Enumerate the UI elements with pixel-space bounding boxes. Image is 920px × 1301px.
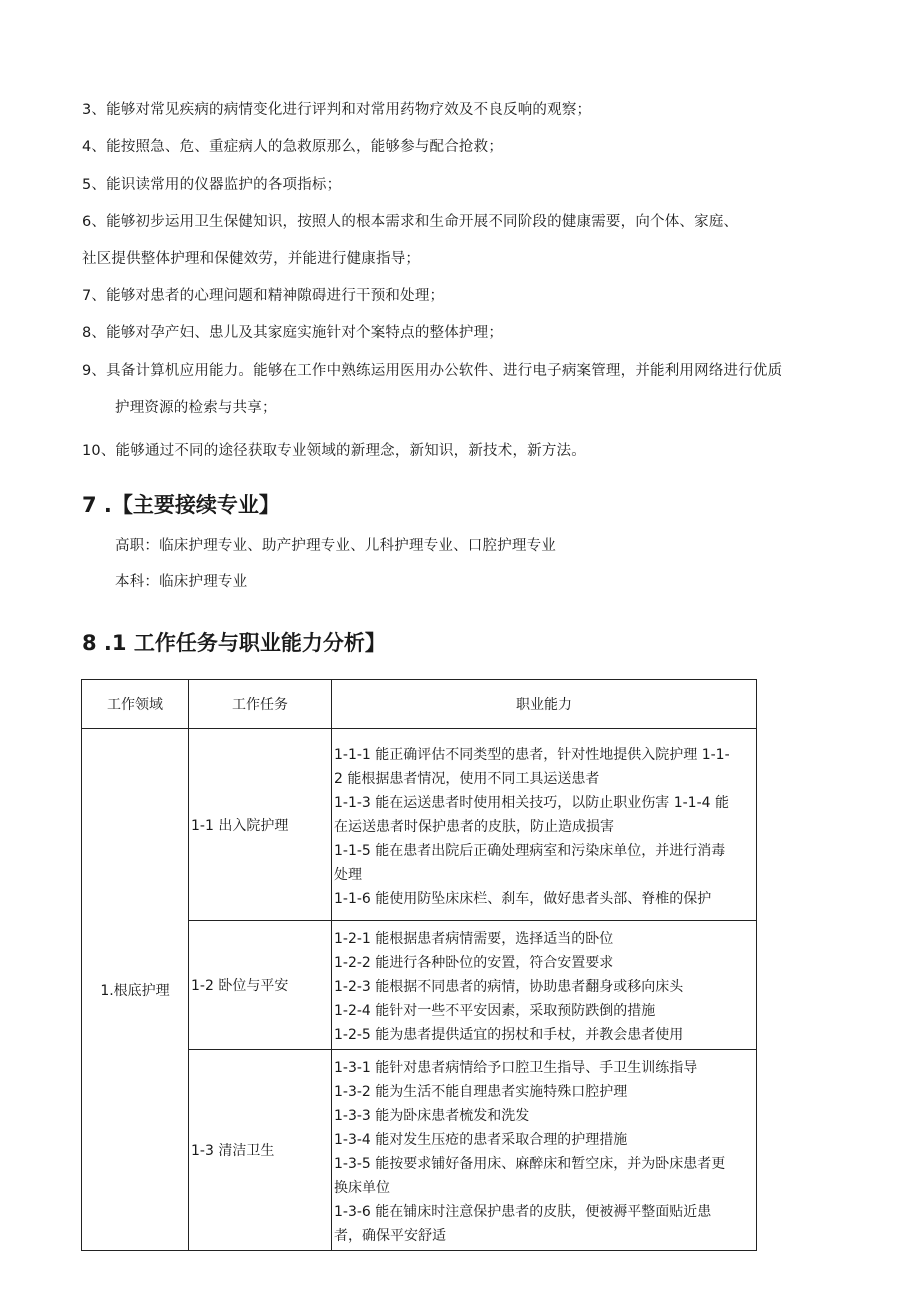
ability-line: 1-2-1 能根据患者病情需要，选择适当的卧位 [334, 931, 614, 947]
table-header-row [82, 680, 757, 729]
list-item: 8、能够对孕产妇、患儿及其家庭实施针对个案特点的整体护理； [82, 325, 504, 341]
task-cell: 1-2 卧位与平安 [189, 921, 332, 1050]
competency-table [81, 679, 757, 1251]
ability-line: 1-2-3 能根据不同患者的病情，协助患者翻身或移向床头 [334, 979, 684, 995]
list-item: 7、能够对患者的心理问题和精神隙碍进行干预和处理； [82, 288, 445, 304]
ability-cell [332, 921, 757, 1050]
work-domain-cell: 1.根底护理 [82, 729, 189, 1251]
ability-line: 1-1-1 能正确评估不同类型的患者，针对性地提供入院护理 1-1- [334, 746, 730, 763]
ability-line: 2 能根据患者情况，使用不同工具运送患者 [334, 770, 600, 787]
continuation-benke: 本科：临床护理专业 [115, 574, 248, 590]
ability-line: 1-3-3 能为卧床患者梳发和洗发 [334, 1108, 530, 1124]
header-work-task: 工作任务 [189, 680, 332, 729]
list-item-continuation: 护理资源的检索与共享； [115, 400, 277, 416]
list-item: 9、具备计算机应用能力。能够在工作中熟练运用医用办公软件、进行电子病案管理，并能利用网络进行优质 [82, 363, 783, 379]
header-work-domain: 工作领域 [82, 680, 189, 729]
ability-line: 1-2-5 能为患者提供适宜的拐杖和手杖，并教会患者使用 [334, 1027, 684, 1043]
ability-line: 1-1-3 能在运送患者时使用相关技巧，以防止职业伤害 1-1-4 能 [334, 794, 729, 811]
ability-line: 1-3-2 能为生活不能自理患者实施特殊口腔护理 [334, 1084, 628, 1100]
list-item: 3、能够对常见疾病的病情变化进行评判和对常用药物疗效及不良反响的观察； [82, 102, 592, 118]
ability-line: 1-3-5 能按要求铺好备用床、麻醉床和暂空床，并为卧床患者更 [334, 1156, 726, 1172]
list-item: 4、能按照急、危、重症病人的急救原那么，能够参与配合抢救； [82, 139, 504, 155]
list-item: 6、能够初步运用卫生保健知识，按照人的根本需求和生命开展不同阶段的健康需要，向个体、家庭、 [82, 214, 739, 230]
ability-line: 1-1-5 能在患者出院后正确处理病室和污染床单位，并进行消毒 [334, 842, 726, 859]
ability-line: 1-3-1 能针对患者病情给予口腔卫生指导、手卫生训练指导 [334, 1060, 698, 1076]
ability-cell [332, 1050, 757, 1251]
ability-line: 1-2-2 能进行各种卧位的安置，符合安置要求 [334, 955, 614, 971]
ability-line: 1-1-6 能使用防坠床床栏、刹车，做好患者头部、脊椎的保护 [334, 890, 712, 907]
ability-line: 者，确保平安舒适 [334, 1228, 446, 1244]
ability-line: 处理 [334, 866, 362, 883]
ability-line: 1-2-4 能针对一些不平安因素，采取预防跌倒的措施 [334, 1003, 656, 1019]
ability-line: 1-3-4 能对发生压疮的患者采取合理的护理措施 [334, 1132, 628, 1148]
table-row [82, 729, 757, 921]
continuation-gaozhi: 高职：临床护理专业、助产护理专业、儿科护理专业、口腔护理专业 [115, 538, 556, 554]
list-item-continuation: 社区提供整体护理和保健效劳，并能进行健康指导； [82, 251, 421, 267]
ability-line: 在运送患者时保护患者的皮肤，防止造成损害 [334, 818, 614, 835]
list-item: 5、能识读常用的仪器监护的各项指标； [82, 177, 342, 193]
ability-line: 换床单位 [334, 1180, 390, 1196]
ability-cell [332, 729, 757, 921]
list-item: 10、能够通过不同的途径获取专业领域的新理念，新知识，新技术，新方法。 [82, 443, 586, 459]
task-cell: 1-3 清洁卫生 [189, 1050, 332, 1251]
section-7-heading: 7 .【主要接续专业】 [82, 493, 280, 517]
ability-line: 1-3-6 能在铺床时注意保护患者的皮肤，便被褥平整面贴近患 [334, 1204, 712, 1220]
header-professional-ability: 职业能力 [332, 680, 757, 729]
section-8-heading: 8 .1 工作任务与职业能力分析】 [82, 631, 386, 655]
task-cell: 1-1 出入院护理 [189, 729, 332, 921]
